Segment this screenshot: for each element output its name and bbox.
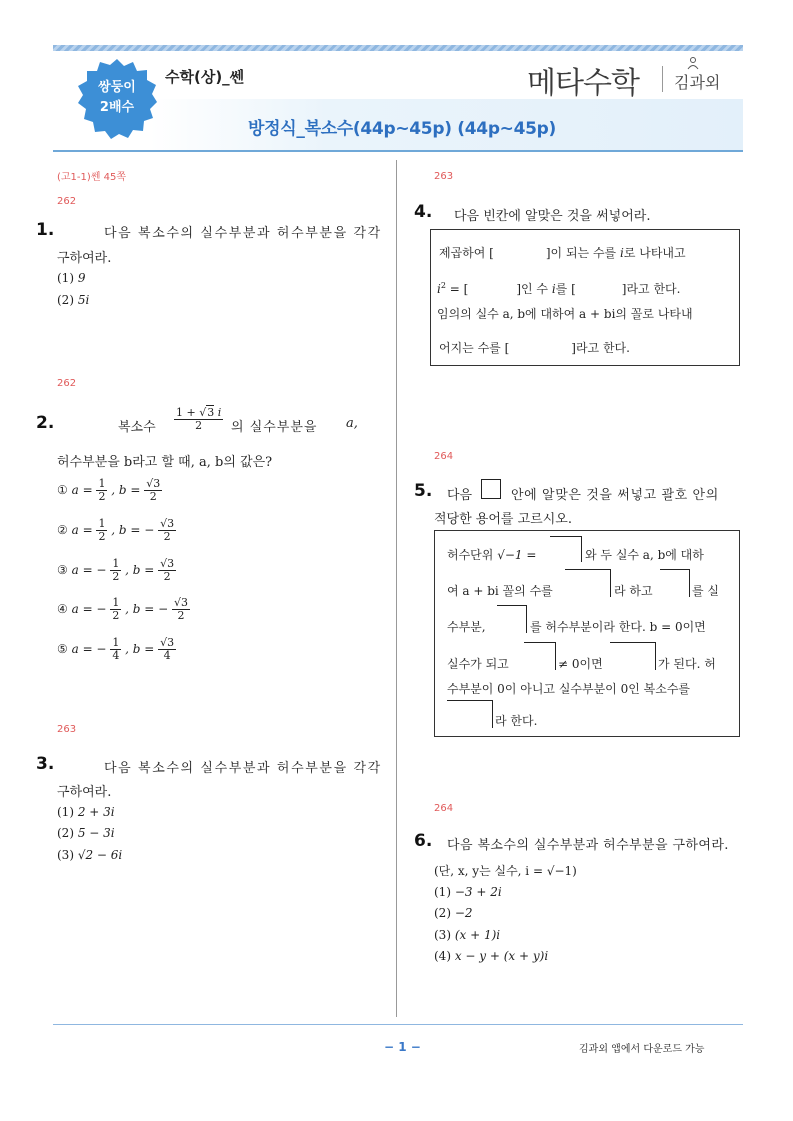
footer-note: 김과외 앱에서 다운로드 가능 [579, 1044, 705, 1055]
q2-frac-num-root: 3 [207, 406, 215, 419]
q6-item2 [434, 906, 473, 920]
person-icon [686, 56, 700, 70]
choice-b-frac [158, 518, 176, 543]
q3-item1-label: (1) [57, 805, 74, 819]
q2-choice-1[interactable] [57, 478, 162, 503]
q3-item1-expr: 2 + 3i [77, 805, 115, 819]
q3-number: 3. [36, 754, 55, 774]
logo-sub: 김과외 [674, 73, 721, 92]
choice-b-sign: , b = − [111, 523, 155, 537]
choice-b-num: √3 [146, 477, 161, 490]
q6-item4-label: (4) [434, 949, 451, 963]
choice-b-den: 2 [163, 570, 171, 583]
badge-line1: 쌍둥이 [98, 80, 136, 95]
choice-a-frac [96, 478, 107, 503]
q5-line1-c: 와 두 실수 a, b에 대하 [585, 548, 704, 562]
choice-a-frac [96, 518, 107, 543]
q2-frac-den: 2 [195, 419, 203, 432]
q6-item3-expr: (x + 1)i [454, 928, 501, 942]
q3-item2 [57, 826, 115, 840]
choice-b-den: 2 [177, 609, 185, 622]
choice-b-num: √3 [160, 636, 175, 649]
q6-number: 6. [414, 831, 433, 851]
choice-b-den: 2 [149, 490, 157, 503]
q5-blank-5[interactable] [524, 642, 556, 670]
q5-ref: 264 [434, 451, 454, 462]
choice-a-sign: a = [71, 523, 93, 537]
q1-item1 [57, 271, 85, 285]
q4-l1-b: ]이 되는 수를 [545, 246, 617, 260]
q2-choice-4[interactable] [57, 597, 190, 622]
q3-ref: 263 [57, 724, 77, 735]
choice-b-sign: , b = [111, 483, 141, 497]
q1-line2: 구하여라. [57, 251, 112, 266]
q4-box-line3: 임의의 실수 a, b에 대하여 a + bi의 꼴로 나타내 [437, 307, 693, 321]
q5-l1-a: 허수단위 [447, 548, 494, 562]
choice-a-num: 1 [98, 477, 106, 490]
badge-line2: 2배수 [99, 100, 135, 115]
q3-item3-expr: √2 − 6i [77, 848, 123, 862]
q3-line2: 구하여라. [57, 785, 112, 800]
choice-b-frac [158, 558, 176, 583]
choice-b-num: √3 [174, 596, 189, 609]
q3-item2-label: (2) [57, 826, 74, 840]
q3-item1 [57, 805, 115, 819]
q4-l1-c: i [619, 246, 624, 260]
q2-fraction [174, 407, 223, 432]
header-line [53, 150, 743, 152]
q1-item1-expr: 9 [77, 271, 86, 285]
q6-item2-expr: −2 [454, 906, 473, 920]
q4-box-line1 [439, 244, 686, 261]
q4-number: 4. [414, 202, 433, 222]
choice-a-num: 1 [112, 596, 120, 609]
page-title: 방정식_복소수(44p~45p) (44p~45p) [248, 119, 557, 139]
q2-choice-5[interactable] [57, 637, 176, 662]
q2-frac-num: 1 + √3 i [176, 406, 222, 419]
q2-number: 2. [36, 413, 55, 433]
choice-a-frac [110, 558, 121, 583]
q5-prompt-line2: 적당한 용어를 고르시오. [434, 512, 572, 527]
q4-prompt: 다음 빈칸에 알맞은 것을 써넣어라. [454, 209, 651, 224]
q5-line2-c: 를 실 [692, 584, 719, 598]
q1-ref: 262 [57, 196, 77, 207]
q3-item2-expr: 5 − 3i [77, 826, 115, 840]
q2-frac-num-a: 1 + [176, 406, 200, 419]
q5-line4-c: 가 된다. 허 [658, 657, 716, 671]
choice-b-sign: , b = − [125, 602, 169, 616]
q6-ref: 264 [434, 803, 454, 814]
q5-prompt-b: 안에 알맞은 것을 써넣고 괄호 안의 [511, 488, 719, 503]
q5-prompt-a: 다음 [447, 488, 473, 503]
choice-a-sign: a = − [71, 602, 107, 616]
q6-item1-expr: −3 + 2i [454, 885, 502, 899]
choice-mark: ⑤ [57, 642, 68, 656]
choice-b-num: √3 [160, 517, 175, 530]
q1-item2-label: (2) [57, 293, 74, 307]
choice-b-num: √3 [160, 557, 175, 570]
q1-number: 1. [36, 220, 55, 240]
q6-item2-label: (2) [434, 906, 451, 920]
choice-a-num: 1 [112, 636, 120, 649]
choice-b-frac [158, 637, 176, 662]
q6-item3-label: (3) [434, 928, 451, 942]
q1-item2-expr: 5i [77, 293, 90, 307]
q1-item2 [57, 293, 89, 307]
choice-a-num: 1 [112, 557, 120, 570]
q2-var-a: a, [346, 416, 358, 431]
q5-prompt-box [481, 479, 501, 499]
badge-label [75, 78, 159, 118]
q2-choice-3[interactable] [57, 558, 176, 583]
choice-mark: ② [57, 523, 68, 537]
logo-separator [662, 66, 663, 92]
q5-blank-2[interactable] [565, 569, 611, 597]
choice-mark: ④ [57, 602, 68, 616]
q5-line3-a: 수부분, [447, 620, 486, 634]
page-number: − 1 − [384, 1040, 421, 1054]
choice-a-den: 2 [112, 570, 120, 583]
q5-blank-6[interactable] [610, 642, 656, 670]
choice-b-frac [144, 478, 162, 503]
q4-l2-b: 2 [440, 281, 446, 290]
choice-b-sign: , b = [125, 642, 155, 656]
subject-label: 수학(상)_쎈 [165, 68, 245, 86]
q5-blank-3[interactable] [660, 569, 690, 597]
q5-line6: 라 한다. [495, 714, 538, 728]
q2-choice-2[interactable] [57, 518, 176, 543]
q3-item3 [57, 848, 122, 862]
q4-l2-c: = [ [445, 282, 469, 296]
q1-line1: 다음 복소수의 실수부분과 허수부분을 각각 [104, 226, 382, 241]
q5-line3-b: 를 허수부분이라 한다. b = 0이면 [530, 620, 706, 634]
q5-line2-b: 라 하고 [614, 584, 653, 598]
q2-frac-num-i: i [214, 406, 222, 419]
choice-b-sign: , b = [125, 563, 155, 577]
q4-l4-a: 어지는 수를 [ [439, 341, 510, 355]
q4-box-line2 [437, 280, 680, 297]
q6-item1 [434, 885, 502, 899]
choice-a-sign: a = − [71, 642, 107, 656]
q3-item3-label: (3) [57, 848, 74, 862]
logo-main: 메타수학 [527, 66, 639, 101]
q1-item1-label: (1) [57, 271, 74, 285]
q4-l2-a: i [437, 282, 441, 296]
q4-l2-f: 를 [ [555, 282, 576, 296]
choice-a-den: 4 [112, 649, 120, 662]
q5-blank-1[interactable] [550, 536, 582, 562]
q4-l2-g: ]라고 한다. [621, 282, 681, 296]
q4-l2-e: i [551, 282, 556, 296]
q5-line4-a: 실수가 되고 [447, 657, 509, 671]
q6-item4-expr: x − y + (x + y)i [454, 949, 549, 963]
q4-l1-d: 로 나타내고 [623, 246, 686, 260]
q6-line1: 다음 복소수의 실수부분과 허수부분을 구하여라. [447, 838, 729, 853]
choice-b-den: 4 [163, 649, 171, 662]
choice-b-den: 2 [163, 530, 171, 543]
q6-line2: (단, x, y는 실수, i = √−1) [434, 864, 577, 878]
choice-a-sign: a = [71, 483, 93, 497]
q2-frac [174, 407, 223, 432]
q4-l1-a: 제곱하여 [ [439, 246, 494, 260]
q6-item1-label: (1) [434, 885, 451, 899]
q5-l1-b: √−1 = [497, 548, 537, 562]
choice-a-num: 1 [98, 517, 106, 530]
q5-blank-7[interactable] [447, 700, 493, 728]
q4-ref: 263 [434, 171, 454, 182]
q4-box-line4 [439, 339, 630, 356]
source-note: (고1-1)쎈 45쪽 [57, 172, 127, 183]
q5-line2-a: 여 a + bi 꼴의 수를 [447, 584, 553, 598]
q5-number: 5. [414, 481, 433, 501]
choice-b-frac [172, 597, 190, 622]
top-stripe [53, 45, 743, 51]
q5-blank-4[interactable] [497, 605, 527, 633]
choice-a-frac [110, 597, 121, 622]
q6-item4 [434, 949, 548, 963]
footer-line [53, 1024, 743, 1025]
choice-a-sign: a = − [71, 563, 107, 577]
choice-mark: ① [57, 483, 68, 497]
q3-line1: 다음 복소수의 실수부분과 허수부분을 각각 [104, 761, 382, 776]
q2-line2: 허수부분을 b라고 할 때, a, b의 값은? [57, 455, 273, 470]
choice-a-den: 2 [98, 530, 106, 543]
q4-l2-d: ]인 수 [516, 282, 548, 296]
q5-line5: 수부분이 0이 아니고 실수부분이 0인 복소수를 [447, 682, 690, 696]
q2-ref: 262 [57, 378, 77, 389]
q6-item3 [434, 928, 500, 942]
q4-l4-b: ]라고 한다. [571, 341, 630, 355]
column-divider [396, 160, 397, 1017]
q5-line1 [447, 546, 536, 563]
q2-pre: 복소수 [118, 420, 156, 435]
choice-a-den: 2 [112, 609, 120, 622]
choice-mark: ③ [57, 563, 68, 577]
choice-a-den: 2 [98, 490, 106, 503]
choice-a-frac [110, 637, 121, 662]
q2-post: 의 실수부분을 [231, 420, 318, 435]
q5-line4-b: ≠ 0이면 [558, 657, 603, 671]
